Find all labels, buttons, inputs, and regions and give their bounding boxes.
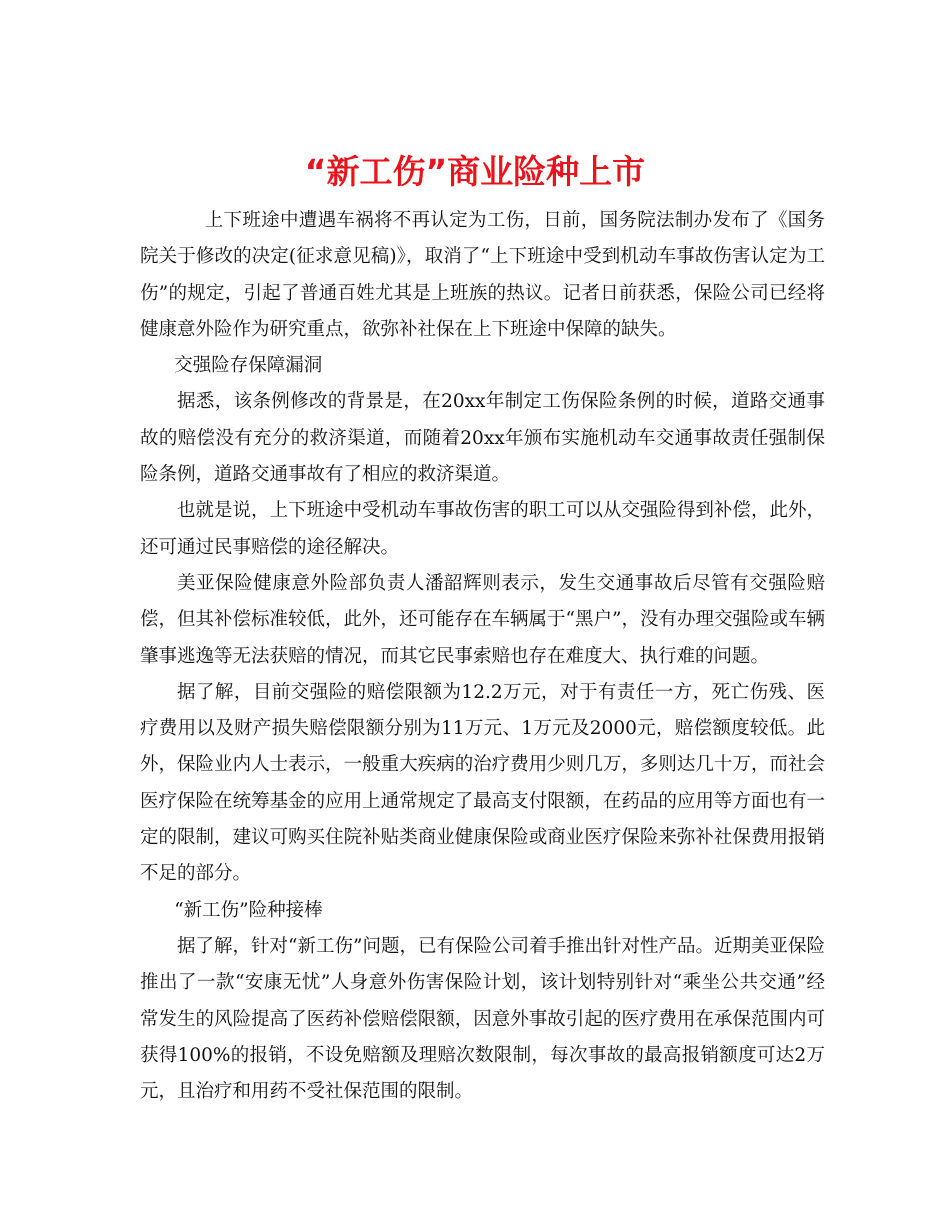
section-heading-traffic-insurance: 交强险存保障漏洞 — [174, 355, 323, 377]
paragraph-compensation: 也就是说，上下班途中受机动车事故伤害的职工可以从交强险得到补偿，此外，还可通过民事赔偿的途径解决。 — [140, 500, 825, 558]
document-body — [140, 203, 825, 1110]
paragraph-limits: 据了解，目前交强险的赔偿限额为12.2万元，对于有责任一方，死亡伤残、医疗费用以及财产损失赔偿限额分别为11万元、1万元及2000元，赔偿额度较低。此外，保险业内人士表示，一般重大疾病的治疗费用少则几万，多则达几十万，而社会医疗保险在统筹基金的应用上通常规定了最高支付限额，在药品的应用等方面也有一定的限制，建议可购买住院补贴类商业健康保险或商业医疗保险来弥补社保费用报销不足的部分。 — [140, 681, 825, 885]
paragraph-aig-comment: 美亚保险健康意外险部负责人潘韶辉则表示，发生交通事故后尽管有交强险赔偿，但其补偿标准较低，此外，还可能存在车辆属于“黑户”，没有办理交强险或车辆肇事逃逸等无法获赔的情况，而其它民事索赔也存在难度大、执行难的问题。 — [140, 572, 825, 667]
paragraph-background: 据悉，该条例修改的背景是，在20xx年制定工伤保险条例的时候，道路交通事故的赔偿没有充分的救济渠道，而随着20xx年颁布实施机动车交通事故责任强制保险条例，道路交通事故有了相应的救济渠道。 — [140, 391, 825, 486]
document-title: “新工伤”商业险种上市 — [304, 152, 646, 192]
paragraph-new-product: 据了解，针对“新工伤”问题，已有保险公司着手推出针对性产品。近期美亚保险推出了一款“安康无忧”人身意外伤害保险计划，该计划特别针对“乘坐公共交通”经常发生的风险提高了医药补偿赔偿限额，因意外事故引起的医疗费用在承保范围内可获得100%的报销，不设免赔额及理赔次数限制，每次事故的最高报销额度可达2万元，且治疗和用药不受社保范围的限制。 — [140, 935, 825, 1103]
section-heading-new-products: “新工伤”险种接棒 — [174, 899, 323, 921]
paragraph-intro: 上下班途中遭遇车祸将不再认定为工伤，日前，国务院法制办发布了《国务院关于修改的决定(征求意见稿)》，取消了“上下班途中受到机动车事故伤害认定为工伤”的规定，引起了普通百姓尤其是上班族的热议。记者日前获悉，保险公司已经将健康意外险作为研究重点，欲弥补社保在上下班途中保障的缺失。 — [140, 210, 825, 340]
